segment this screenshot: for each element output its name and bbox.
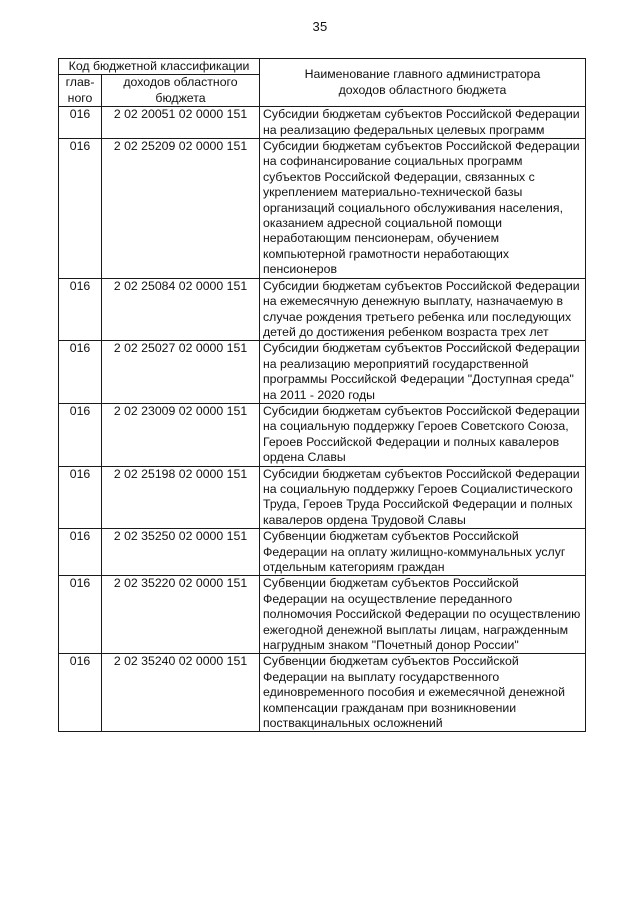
admin-code-cell: 016 [59,107,102,139]
administrator-name-cell: Субсидии бюджетам субъектов Российской Федерации на реализацию мероприятий государственной программы Российской Федерации "Доступная среда" на 2011 - 2020 годы [260,341,586,404]
admin-code-cell: 016 [59,654,102,732]
table-row [59,403,586,466]
header-regional-revenue: доходов областного бюджета [102,75,260,107]
revenue-code-cell: 2 02 35220 02 0000 151 [102,576,260,654]
administrator-name-cell: Субсидии бюджетам субъектов Российской Федерации на социальную поддержку Героев Советского Союза, Героев Российской Федерации и полных кавалеров ордена Славы [260,403,586,466]
admin-code-cell: 016 [59,576,102,654]
revenue-code-cell: 2 02 25198 02 0000 151 [102,466,260,529]
header-main-administrator: глав- ного [59,75,102,107]
header-row-top [59,59,586,75]
revenue-code-cell: 2 02 25084 02 0000 151 [102,278,260,341]
table-row [59,466,586,529]
admin-code-cell: 016 [59,403,102,466]
administrator-name-cell: Субвенции бюджетам субъектов Российской Федерации на выплату государственного единовременного пособия и ежемесячной денежной компенсации гражданам при возникновении поствакцинальных осложнений [260,654,586,732]
admin-code-cell: 016 [59,466,102,529]
table-row [59,107,586,139]
admin-code-cell: 016 [59,341,102,404]
header-administrator-name: Наименование главного администратора доходов областного бюджета [260,59,586,107]
administrator-name-cell: Субвенции бюджетам субъектов Российской Федерации на оплату жилищно-коммунальных услуг отдельным категориям граждан [260,529,586,576]
admin-code-cell: 016 [59,278,102,341]
budget-classification-table [58,58,586,732]
table-row [59,529,586,576]
revenue-code-cell: 2 02 20051 02 0000 151 [102,107,260,139]
table-row [59,278,586,341]
table-row [59,341,586,404]
revenue-code-cell: 2 02 25027 02 0000 151 [102,341,260,404]
admin-code-cell: 016 [59,529,102,576]
revenue-code-cell: 2 02 35240 02 0000 151 [102,654,260,732]
table-row [59,139,586,279]
administrator-name-cell: Субсидии бюджетам субъектов Российской Федерации на реализацию федеральных целевых программ [260,107,586,139]
table-row [59,576,586,654]
administrator-name-cell: Субсидии бюджетам субъектов Российской Федерации на социальную поддержку Героев Социалистического Труда, Героев Труда Российской Федерации и полных кавалеров ордена Трудовой Славы [260,466,586,529]
page-number: 35 [312,19,328,34]
revenue-code-cell: 2 02 25209 02 0000 151 [102,139,260,279]
revenue-code-cell: 2 02 35250 02 0000 151 [102,529,260,576]
table-row [59,654,586,732]
administrator-name-cell: Субсидии бюджетам субъектов Российской Федерации на софинансирование социальных программ субъектов Российской Федерации, связанных с укреплением материально-технической базы организаций социального обслуживания населения, оказанием адресной социальной помощи неработающим пенсионерам, обучением компьютерной грамотности неработающих пенсионеров [260,139,586,279]
header-budget-classification: Код бюджетной классификации [59,59,260,75]
revenue-code-cell: 2 02 23009 02 0000 151 [102,403,260,466]
administrator-name-cell: Субсидии бюджетам субъектов Российской Федерации на ежемесячную денежную выплату, назначаемую в случае рождения третьего ребенка или последующих детей до достижения ребенком возраста трех лет [260,278,586,341]
administrator-name-cell: Субвенции бюджетам субъектов Российской Федерации на осуществление переданного полномочия Российской Федерации по осуществлению ежегодной денежной выплаты лицам, награжденным нагрудным знаком "Почетный донор России" [260,576,586,654]
admin-code-cell: 016 [59,139,102,279]
